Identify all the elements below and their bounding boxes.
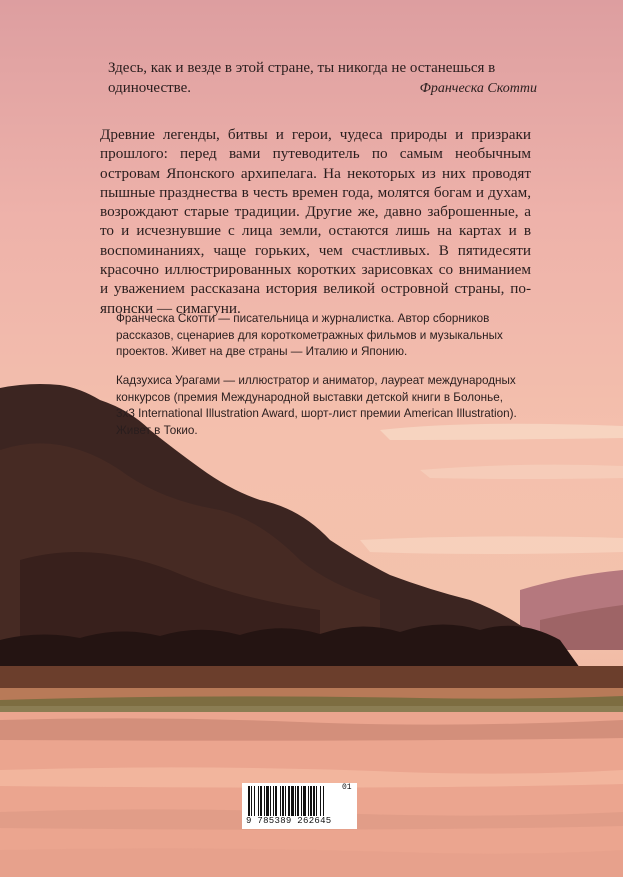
barcode-bar	[291, 786, 294, 816]
barcode-bar	[295, 786, 296, 816]
barcode-bar	[273, 786, 274, 816]
barcode-bar	[275, 786, 277, 816]
barcode-bar	[316, 786, 317, 816]
barcode-bar	[297, 786, 299, 816]
barcode-bar	[282, 786, 284, 816]
barcode-addon: 01	[342, 783, 352, 792]
isbn-barcode	[242, 783, 357, 829]
barcode-bar	[264, 786, 265, 816]
barcode-bar	[248, 786, 250, 816]
barcode-bar	[323, 786, 324, 816]
barcode-bar	[320, 786, 321, 816]
barcode-bars	[247, 786, 351, 816]
barcode-bar	[301, 786, 302, 816]
barcode-bar	[285, 786, 286, 816]
barcode-bar	[251, 786, 252, 816]
book-description: Древние легенды, битвы и герои, чудеса природы и призраки прошлого: перед вами путеводитель по самым необычным островам Японского архипелага. На некоторых из них проводят пышные празднества в честь времен года, молятся богам и духам, возрождают старые традиции. Другие же, давно заброшенные, а то и исчезнувшие с лица земли, остаются лишь на картах и в воспоминаниях, чаще горьких, чем счастливых. В пятидесяти красочно иллюстрированных коротких зарисовках со вниманием и уважением рассказана история великой островной страны, по-японски — симагуни.	[100, 126, 531, 317]
illustrator-bio: Кадзухиса Урагами — иллюстратор и аниматор, лауреат международных конкурсов (премия Международной выставки детской книги в Болонье, 3x3 International Illustration Award, шорт-лист премии American Illustration). Живет в Токио.	[116, 374, 517, 437]
haze-streak	[360, 536, 623, 554]
barcode-bar	[280, 786, 281, 816]
barcode-bar	[310, 786, 312, 816]
barcode-bar	[313, 786, 315, 816]
barcode-bar	[270, 786, 271, 816]
author-bio: Франческа Скотти — писательница и журналистка. Автор сборников рассказов, сценариев для короткометражных фильмов и музыкальных проектов. Живет на две страны — Италию и Японию.	[116, 312, 503, 359]
barcode-bar	[288, 786, 290, 816]
barcode-bar	[308, 786, 309, 816]
epigraph-text: Здесь, как и везде в этой стране, ты никогда не останешься в одиночестве.	[108, 60, 496, 96]
barcode-bar	[254, 786, 255, 816]
epigraph-author: Франческа Скотти	[419, 81, 537, 96]
barcode-bar	[303, 786, 306, 816]
barcode-bar	[260, 786, 262, 816]
barcode-bar	[266, 786, 269, 816]
isbn-number: 9 785389 262645	[246, 816, 332, 826]
barcode-bar	[258, 786, 259, 816]
ground-band	[0, 666, 623, 688]
